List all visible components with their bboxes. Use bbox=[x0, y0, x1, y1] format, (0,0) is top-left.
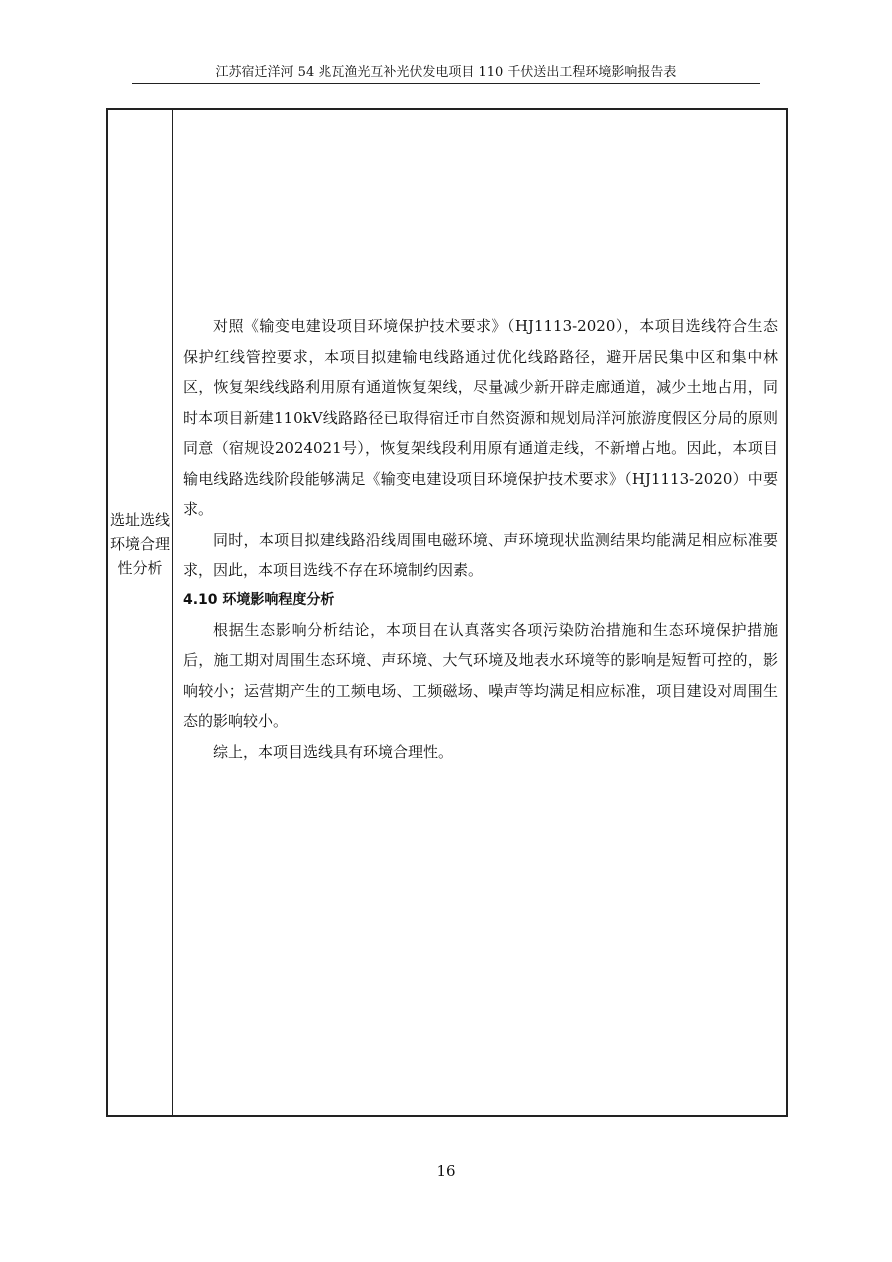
table-column-divider bbox=[172, 110, 173, 1115]
paragraph-conclusion: 综上，本项目选线具有环境合理性。 bbox=[213, 742, 454, 761]
section-heading: 4.10 环境影响程度分析 bbox=[183, 591, 335, 608]
header-rule bbox=[132, 83, 760, 84]
row-label-cell: 选址选线环境合理性分析 bbox=[110, 511, 171, 577]
paragraph-route-compliance: 对照《输变电建设项目环境保护技术要求》（HJ1113-2020），本项目选线符合生态保护红线管控要求，本项目拟建输电线路通过优化线路路径，避开居民集中区和集中林区，恢复架线线路利用原有通道恢复架线，尽量减少新开辟走廊通道，减少土地占用，同时本项目新建110kV线路路径已取得宿迁市自然资源和规划局洋河旅游度假区分局的原则同意（宿规设2024021号），恢复架线段利用原有通道走线，不新增占地。因此，本项目输电线路选线阶段能够满足《输变电建设项目环境保护技术要求》（HJ1113-2020）中要求。 bbox=[183, 317, 778, 518]
page-header-title: 江苏宿迁洋河 54 兆瓦渔光互补光伏发电项目 110 千伏送出工程环境影响报告表 bbox=[215, 65, 677, 80]
page-number: 16 bbox=[436, 1162, 456, 1180]
paragraph-environment-monitoring: 同时，本项目拟建线路沿线周围电磁环境、声环境现状监测结果均能满足相应标准要求，因此，本项目选线不存在环境制约因素。 bbox=[183, 530, 778, 579]
paragraph-impact-analysis: 根据生态影响分析结论，本项目在认真落实各项污染防治措施和生态环境保护措施后，施工期对周围生态环境、声环境、大气环境及地表水环境等的影响是短暂可控的，影响较小；运营期产生的工频电场、工频磁场、噪声等均满足相应标准，项目建设对周围生态的影响较小。 bbox=[183, 620, 778, 730]
content-cell bbox=[183, 311, 778, 767]
